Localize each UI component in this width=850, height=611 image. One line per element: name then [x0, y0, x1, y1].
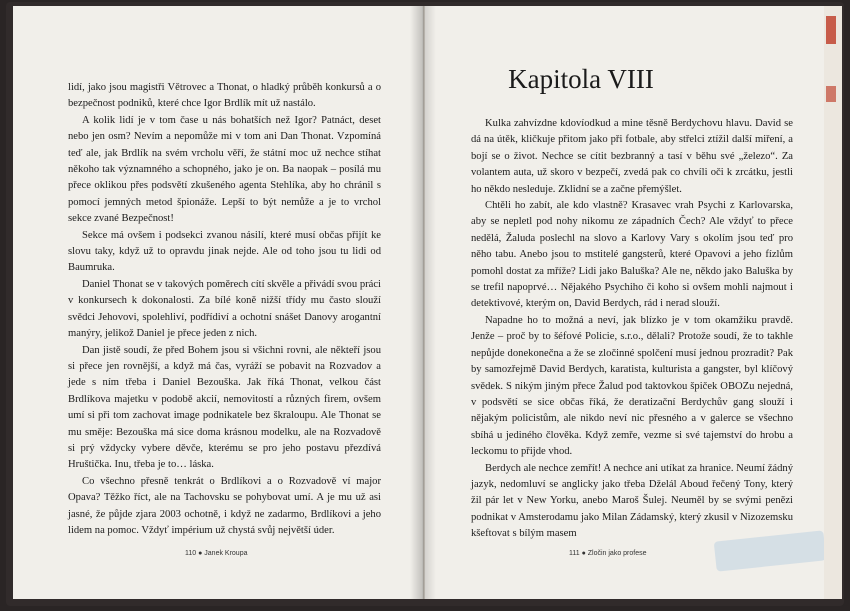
page-edge-marker	[826, 86, 836, 102]
page-footer: 111 ● Zločin jako profese	[569, 550, 647, 557]
paragraph: Dan jistě soudí, že před Bohem jsou si všichni rovni, ale někteří jsou si přece jen rovnější, a když má čas, vyráží se pobavit na Rozvadov a jede s ním třeba i Daniel Bezouška. Jak říká Thonat, velkou část Brdlíkova majetku v podobě akcií, nemovitostí a různých firem, ovšem umí si při tom zachovat image podnikatele bez škraloupu. Ale Thonat se mu směje: Bezouška má sice doma krásnou modelku, ale na Rozvadově si prý vždycky vybere děvče, kterému se pro jeho postavu přezdívá Hruštička. Inu, třeba je to… láska.	[68, 344, 381, 471]
paragraph: Daniel Thonat se v takových poměrech cítí skvěle a přivádí svou práci v konkursech k dokonalosti. Za bílé koně nižší třídy mu často slouží svědci Jehovovi, spolehliví, podřídiví a ochotní snášet Danovy arogantní manýry, jelikož Daniel je přece jeden z nich.	[68, 278, 381, 340]
right-page-text	[471, 116, 793, 543]
paragraph: A kolik lidí je v tom čase u nás bohatších než Igor? Patnáct, deset nebo jen osm? Nevím a nepomůže mi v tom ani Dan Thonat. Vzpomíná teď ale, jak Brdlík na svém vrcholu věří, že státní moc už nechce stíhat někoho tak významného a schopného, jako je on. Ba naopak – posílá mu přece oklikou přes podsvětí zkušeného agenta Stehlíka, aby ho chránil s pomocí jemných metod špionáže. Lepší to být nemůže a je to vrchol sekce zvané Bezpečnost!	[68, 114, 381, 225]
left-page-text	[68, 80, 381, 539]
paragraph: Co všechno přesně tenkrát o Brdlíkovi a o Rozvadově ví major Opava? Těžko říct, ale na Tachovsku se pohybovat umí. A je mu už asi jasné, že půjde zjara 2003 ochotně, i když ne zadarmo, Brdlíkovi a jeho lidem na pomoc. Vždyť impérium už chystá svůj největší úder.	[68, 475, 381, 536]
page-edge	[824, 6, 842, 599]
paragraph: Chtěli ho zabít, ale kdo vlastně? Krasavec vrah Psychi z Karlovarska, aby se nepletl pod nohy nikomu ze západních Čech? Ale vždyť to přece nedělá, Žaluda poslechl na slovo a Karlovy Vary s okolím jsou teď pro něho tabu. Anebo jsou to mstitelé gangsterů, které Opavovi a jeho fízlům pomohl dostat za mříže? Lidi jako Baluška? Ale ne, někdo jako Baluška by se trefil napoprvé… Nějakého Psychiho či koho si ovšem mohli najmout i detektivové, kterým on, David Berdych, rád i nerad slouží.	[471, 200, 793, 310]
left-page	[13, 6, 424, 599]
paragraph: Kulka zahvízdne kdovíodkud a mine těsně Berdychovu hlavu. David se dá na útěk, kličkuje přitom jako při fotbale, aby střelci ztížil další miření, a bojí se o život. Nechce se cítit bezbranný a tasí v běhu své „železo“. Za volantem auta, už skoro v bezpečí, zvedá pak co chvíli oči k zrcátku, jestli ho někdo nesleduje. Zklidní se a začne přemýšlet.	[471, 118, 793, 195]
paragraph: Napadne ho to možná a neví, jak blízko je v tom okamžiku pravdě. Jenže – proč by to šéfové Policie, s.r.o., dělali? Protože soudí, že to takhle nepůjde donekonečna a že se zločinné spolčení musí jednou prozradit? Pak by samozřejmě David Berdych, karatista, kulturista a gangster, byl klíčový svědek. S nikým jiným přece Žalud pod taktovkou špiček OBOZu nejedná, v podsvětí se sice občas říká, že deratizační Berdychův gang slouží i nějakým policistům, ale nikdo neví nic přesného a v galerce se všechno sbíhá u jediného člověka. Když zemře, vezme si své tajemství do hrobu a leckomu to přijde vhod.	[471, 314, 793, 458]
paragraph: Sekce má ovšem i podsekci zvanou násilí, které musí občas přijít ke slovu taky, když už to opravdu jinak nejde. Ale od toho jsou tu lidi od Baumruka.	[68, 229, 381, 274]
right-page	[424, 6, 825, 599]
page-footer: 110 ● Janek Kroupa	[185, 550, 248, 557]
paragraph: lidí, jako jsou magistři Větrovec a Thonat, o hladký průběh konkursů a o bezpečnost podniků, které chce Igor Brdlík mít už nastálo.	[68, 82, 381, 110]
chapter-title: Kapitola VIII	[508, 64, 654, 94]
page-edge-marker	[826, 16, 836, 44]
paragraph: Berdych ale nechce zemřít! A nechce ani utíkat za hranice. Neumí žádný jazyk, nedomluví se anglicky jako třeba Dželál Aboud řečený Tony, který žil pár let v New Yorku, anebo Maroš Šulej. Neuměl by se svými penězi podnikat v Amsterodamu jako Milan Zádamský, který zkusil v Nizozemsku kšeftovat s bílým masem	[471, 462, 793, 540]
